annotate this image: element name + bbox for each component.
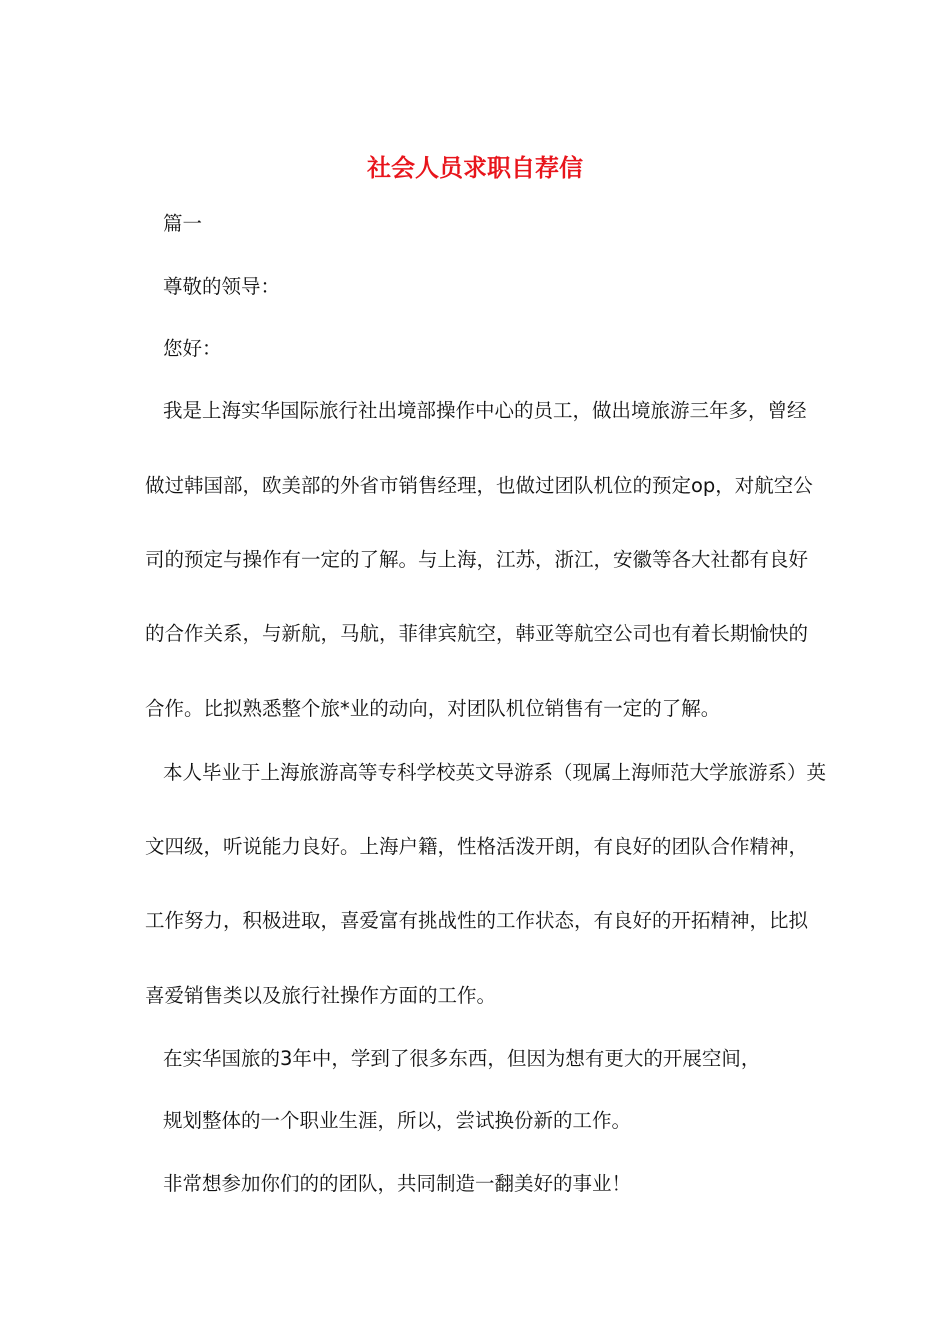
paragraph-2-line-3: 工作努力，积极进取，喜爱富有挑战性的工作状态，有良好的开拓精神，比拟	[145, 909, 809, 932]
greeting: 您好：	[163, 337, 222, 360]
section-label: 篇一	[163, 212, 203, 235]
paragraph-2-line-2: 文四级，听说能力良好。上海户籍，性格活泼开朗，有良好的团队合作精神，	[145, 835, 809, 858]
document-title: 社会人员求职自荐信	[367, 153, 583, 182]
paragraph-2-line-4: 喜爱销售类以及旅行社操作方面的工作。	[145, 984, 497, 1007]
paragraph-4-line-1: 非常想参加你们的的团队，共同制造一翻美好的事业！	[163, 1172, 632, 1195]
paragraph-1-line-2: 做过韩国部，欧美部的外省市销售经理，也做过团队机位的预定op，对航空公	[145, 474, 813, 497]
paragraph-3-line-2: 规划整体的一个职业生涯，所以，尝试换份新的工作。	[163, 1109, 632, 1132]
paragraph-1-line-3: 司的预定与操作有一定的了解。与上海，江苏，浙江，安徽等各大社都有良好	[145, 548, 809, 571]
paragraph-2-line-1: 本人毕业于上海旅游高等专科学校英文导游系（现属上海师范大学旅游系）英	[163, 761, 827, 784]
paragraph-1-line-1: 我是上海实华国际旅行社出境部操作中心的员工，做出境旅游三年多，曾经	[163, 399, 807, 422]
paragraph-1-line-4: 的合作关系，与新航，马航，菲律宾航空，韩亚等航空公司也有着长期愉快的	[145, 622, 809, 645]
paragraph-1-line-5: 合作。比拟熟悉整个旅*业的动向，对团队机位销售有一定的了解。	[145, 697, 721, 720]
paragraph-3-line-1: 在实华国旅的3年中，学到了很多东西，但因为想有更大的开展空间，	[163, 1047, 761, 1070]
salutation: 尊敬的领导：	[163, 275, 281, 298]
